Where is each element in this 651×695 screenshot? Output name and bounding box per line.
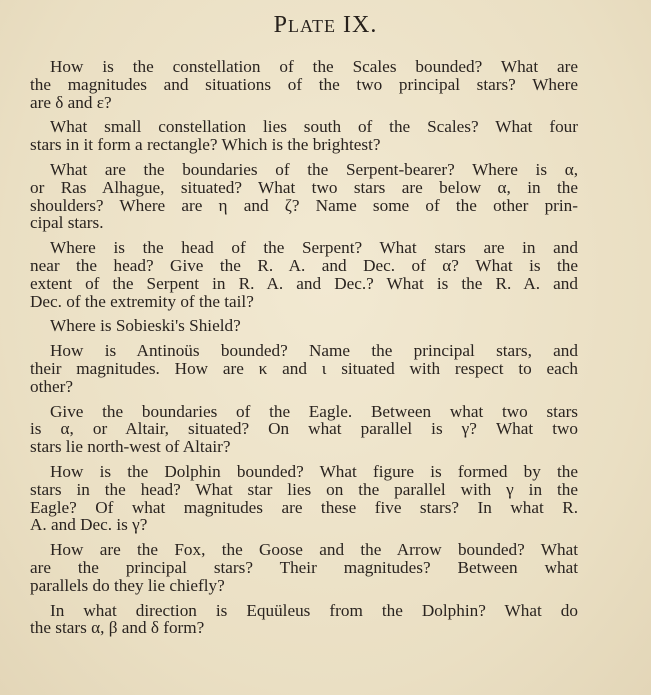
text-line: Eagle? Of what magnitudes are these five stars? In what R.: [30, 497, 578, 517]
text-line: parallels do they lie chiefly?: [30, 575, 225, 595]
text-line: the stars α, β and δ form?: [30, 618, 205, 638]
text-line: What are the boundaries of the Serpent-bearer? Where is α,: [50, 159, 578, 179]
text-line: How is Antinoüs bounded? Name the principal stars, and: [50, 341, 578, 361]
text-line: other?: [30, 376, 73, 396]
text-line: In what direction is Equüleus from the Dolphin? What do: [50, 600, 578, 620]
question-paragraph: [30, 403, 578, 456]
text-line: Where is the head of the Serpent? What stars are in and: [50, 238, 578, 258]
plate-title: PLATE IX.: [273, 12, 378, 38]
text-line: stars in it form a rectangle? Which is the brightest?: [30, 135, 381, 155]
text-line: are the principal stars? Their magnitudes? Between what: [30, 557, 578, 577]
text-line: near the head? Give the R. A. and Dec. of α? What is the: [30, 255, 578, 275]
question-paragraph: [30, 342, 578, 395]
text-line: shoulders? Where are η and ζ? Name some of the other prin-: [30, 195, 578, 215]
text-line: Where is Sobieski's Shield?: [50, 316, 241, 336]
question-paragraph: [30, 541, 578, 594]
text-line: A. and Dec. is γ?: [30, 515, 148, 535]
text-line: Give the boundaries of the Eagle. Between what two stars: [50, 401, 578, 421]
question-paragraph: [30, 239, 578, 310]
text-line: cipal stars.: [30, 213, 104, 233]
text-line: is α, or Altair, situated? On what parallel is γ? What two: [30, 419, 578, 439]
question-paragraph: [30, 58, 578, 111]
text-line: are δ and ε?: [30, 92, 112, 112]
text-line: the magnitudes and situations of the two principal stars? Where: [30, 74, 578, 94]
question-paragraph: [30, 317, 578, 335]
text-line: How are the Fox, the Goose and the Arrow bounded? What: [50, 540, 578, 560]
text-line: Dec. of the extremity of the tail?: [30, 291, 254, 311]
text-line: How is the Dolphin bounded? What figure is formed by the: [50, 461, 578, 481]
question-paragraph: [30, 161, 578, 232]
text-line: stars in the head? What star lies on the parallel with γ in the: [30, 479, 578, 499]
question-paragraph: [30, 602, 578, 638]
text-line: stars lie north-west of Altair?: [30, 437, 231, 457]
text-line: their magnitudes. How are κ and ι situated with respect to each: [30, 358, 578, 378]
text-line: How is the constellation of the Scales bounded? What are: [50, 57, 578, 76]
text-line: What small constellation lies south of the Scales? What four: [50, 117, 578, 137]
question-text: [30, 58, 578, 644]
text-line: or Ras Alhague, situated? What two stars are below α, in the: [30, 177, 578, 197]
question-paragraph: [30, 463, 578, 534]
question-paragraph: [30, 118, 578, 154]
text-line: extent of the Serpent in R. A. and Dec.? What is the R. A. and: [30, 273, 578, 293]
